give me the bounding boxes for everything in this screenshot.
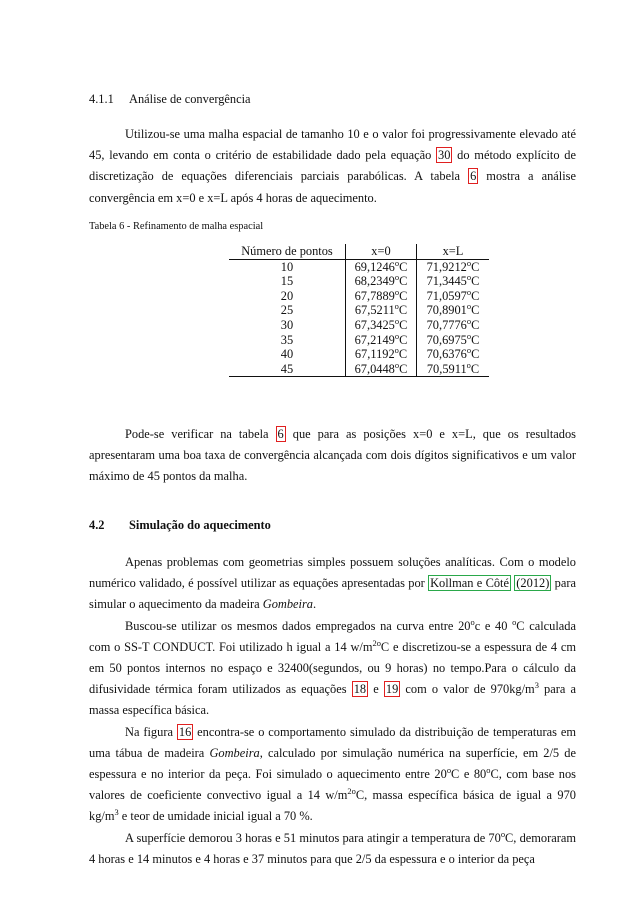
text: C, massa específica básica de igual a 970 kg/m [89, 788, 576, 824]
degree-superscript: o [466, 315, 472, 326]
degree-superscript: o [394, 301, 399, 312]
table-row [229, 333, 489, 348]
cell-text: 10 [280, 259, 294, 274]
text: C e discretizou-se a espessura de 4 cm em 50 pontos internos no espaço e 32400(segundos, ou 9 horas) no tempo.Para o cálculo da difusividade térmica foram utilizados as equações [89, 639, 576, 697]
degree-superscript: o [466, 301, 472, 312]
text: mostra a análise convergência em x=0 e x=L após 4 horas de aquecimento. [89, 169, 576, 205]
cell-text: C [399, 274, 408, 289]
cell-text: 70,5911 [426, 361, 467, 376]
degree-superscript: o [394, 257, 400, 268]
cell-temperature-xl [417, 330, 490, 348]
cell-temperature-x0 [346, 359, 417, 377]
degree-superscript: o [466, 359, 471, 370]
equation-reference-link[interactable]: 30 [438, 148, 451, 163]
cell-temperature-x0 [346, 259, 417, 274]
equation-reference-link[interactable]: 18 [353, 682, 367, 697]
cell-text: 67,3425 [354, 317, 395, 332]
text: C, com base nos valores de coeficiente convectivo igual a 14 w/m [89, 767, 577, 803]
figure-reference-link[interactable]: 16 [178, 724, 192, 739]
cell-text: C [471, 288, 480, 303]
cell-text: C [399, 317, 408, 332]
citation-author-link[interactable]: Kollman e Côté [430, 576, 509, 591]
table-row [229, 303, 489, 318]
text: e teor de umidade inicial igual a 70 %. [118, 809, 313, 824]
cell-text: 35 [280, 332, 294, 347]
cell-text: 67,1192 [354, 347, 395, 362]
cell-text: 40 [280, 347, 294, 362]
text: e [368, 682, 384, 697]
text: encontra-se o comportamento simulado da distribuição de temperaturas em uma tábua de madeira [89, 724, 576, 760]
cell-temperature-x0 [346, 315, 417, 333]
cell-text: 71,3445 [426, 274, 467, 289]
cell-text: 71,0597 [426, 288, 467, 303]
citation-year-link[interactable]: (2012) [516, 576, 550, 591]
text: Utilizou-se uma malha espacial de tamanho 10 e o valor foi progressivamente elevado até 45, levando em conta o critério de estabilidade dado pela equação [89, 127, 576, 163]
cell-text: 70,6376 [426, 347, 467, 362]
cell-text: C [399, 361, 408, 376]
cell-temperature-xl [417, 286, 490, 304]
degree-superscript: o [446, 764, 452, 775]
degree-superscript: o [466, 330, 472, 341]
text: Buscou-se utilizar os mesmos dados empregados na curva entre 20 [125, 618, 471, 633]
table-body [229, 259, 489, 377]
cell-text: 68,2349 [354, 274, 395, 289]
text: para simular o aquecimento da madeira [89, 576, 576, 612]
cell-text: 45 [280, 361, 294, 376]
cell-text: 67,5211 [354, 303, 395, 318]
degree-superscript: o [394, 330, 400, 341]
cell-text: 67,2149 [354, 332, 395, 347]
degree-superscript: o [466, 257, 472, 268]
unit-superscript: 2o [347, 786, 356, 797]
text: . [313, 597, 317, 612]
cell-text: C [399, 332, 408, 347]
cell-text: C [471, 332, 480, 347]
mesh-refinement-table [229, 244, 489, 377]
section-number: 4.2 [89, 518, 105, 532]
degree-superscript: o [486, 764, 491, 775]
cell-text: C [471, 317, 480, 332]
cell-points [229, 362, 346, 377]
text: A superfície demorou 3 horas e 51 minutos para atingir a temperatura de 70 [125, 830, 501, 845]
cell-temperature-xl [417, 259, 490, 274]
cell-text: C [398, 347, 408, 362]
degree-superscript: o [466, 286, 472, 297]
table-caption: Tabela 6 - Refinamento de malha espacial [89, 221, 264, 232]
paragraph-body-4-2 [89, 552, 576, 870]
cell-temperature-x0 [346, 286, 417, 304]
degree-superscript: o [466, 272, 472, 283]
degree-superscript: o [466, 345, 472, 356]
paragraph-convergence [89, 124, 576, 209]
cell-text: 70,7776 [426, 317, 467, 332]
text: do método explícito de discretização de equações diferenciais parciais parabólicas. A tabela [89, 148, 577, 184]
cell-text: C [471, 303, 480, 318]
table-reference-link[interactable]: 6 [470, 169, 477, 184]
degree-superscript: o [394, 359, 400, 370]
cell-text: C [398, 303, 408, 318]
text: C calculada com o SS-T CONDUCT. Foi utilizado h igual a 14 w/m [89, 618, 576, 654]
section-heading-4-2 [89, 518, 271, 533]
column-header-xl: x=L [417, 244, 490, 259]
table-row [229, 259, 489, 274]
cell-text: C [399, 288, 408, 303]
cell-text: 25 [280, 303, 294, 318]
cell-points [229, 303, 346, 318]
cell-temperature-xl [417, 274, 490, 289]
text: Apenas problemas com geometrias simples possuem soluções analíticas. Com o modelo numérico validado, é possível utilizar as equações apresentadas por [89, 555, 576, 591]
degree-superscript: o [470, 616, 475, 627]
cell-text: 70,8901 [426, 303, 467, 318]
text: Pode-se verificar na tabela [125, 427, 276, 441]
cell-points [229, 274, 346, 289]
cell-temperature-xl [417, 359, 490, 377]
text: com o valor de 970kg/m [400, 682, 535, 697]
species-name: Gombeira [262, 597, 313, 612]
text: , calculado por simulação numérica na superfície, em 2/5 de espessura e no interior da peça. Foi simulado o aquecimento entre 20 [89, 745, 576, 782]
cell-points [229, 318, 346, 333]
degree-superscript: o [500, 828, 506, 839]
cell-points [229, 347, 346, 362]
cell-text: 20 [280, 288, 294, 303]
degree-superscript: o [394, 286, 400, 297]
section-heading-4-1-1 [89, 92, 251, 107]
degree-superscript: o [394, 272, 400, 283]
degree-superscript: o [394, 345, 399, 356]
cell-text: C [471, 259, 480, 274]
cell-points [229, 333, 346, 348]
degree-superscript: o [394, 315, 400, 326]
text: que para as posições x=0 e x=L, que os resultados apresentaram uma boa taxa de convergência alcançada com dois dígitos significativos e um valor máximo de 45 pontos da malha. [89, 427, 576, 484]
cell-temperature-x0 [346, 303, 417, 318]
cell-text: C [471, 274, 480, 289]
text: para a massa específica básica. [89, 682, 576, 718]
cell-points [229, 259, 346, 274]
cell-text: 70,6975 [426, 332, 467, 347]
unit-superscript: 3 [114, 807, 119, 818]
species-name: Gombeira [209, 745, 260, 760]
equation-reference-link[interactable]: 19 [385, 682, 399, 697]
table-row [229, 274, 489, 289]
cell-temperature-xl [417, 303, 490, 318]
text: C, demoraram 4 horas e 14 minutos e 4 horas e 37 minutos para que 2/5 da espessura e o interior da peça [89, 830, 576, 866]
cell-temperature-x0 [346, 347, 417, 362]
cell-text: 30 [280, 317, 294, 332]
text: Na figura [125, 724, 177, 739]
degree-superscript: o [512, 616, 517, 627]
cell-text: 71,9212 [426, 259, 467, 274]
cell-text: 67,7889 [354, 288, 395, 303]
cell-points [229, 289, 346, 304]
text: C e 80 [451, 767, 487, 782]
column-header-points: Número de pontos [229, 244, 346, 259]
table-row [229, 289, 489, 304]
unit-superscript: 3 [534, 680, 539, 691]
cell-temperature-x0 [346, 274, 417, 289]
table-row [229, 318, 489, 333]
paragraph-verification [89, 424, 576, 488]
cell-temperature-xl [417, 315, 490, 333]
cell-text: 69,1246 [354, 259, 395, 274]
cell-text: C [470, 361, 480, 376]
cell-text: C [399, 259, 408, 274]
column-header-x0: x=0 [346, 244, 417, 259]
table-row [229, 362, 489, 377]
section-number: 4.1.1 [89, 92, 114, 106]
section-title: Análise de convergência [129, 92, 251, 106]
table-reference-link[interactable]: 6 [277, 427, 284, 441]
cell-text: 67,0448 [354, 361, 395, 376]
cell-temperature-xl [417, 347, 490, 362]
cell-text: C [471, 347, 480, 362]
unit-superscript: 2o [372, 637, 381, 648]
table-row [229, 347, 489, 362]
text: c e 40 [474, 618, 513, 633]
cell-text: 15 [280, 274, 294, 289]
cell-temperature-x0 [346, 330, 417, 348]
section-title: Simulação do aquecimento [129, 518, 271, 532]
